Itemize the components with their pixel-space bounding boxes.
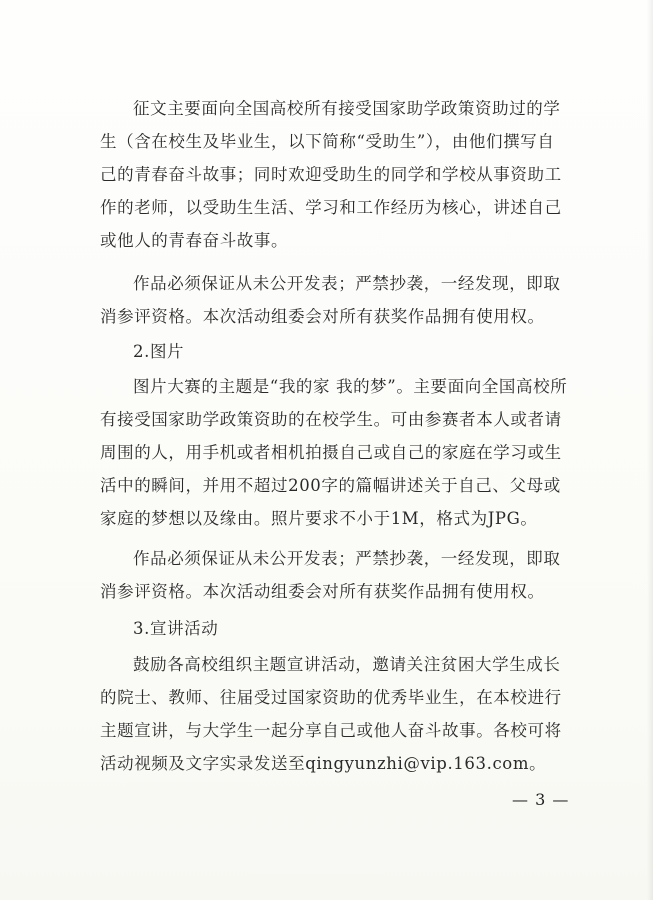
section-heading-lectures: 3.宣讲活动 <box>133 619 219 638</box>
paragraph-photo-rules: 作品必须保证从未公开发表；严禁抄袭，一经发现，即取消参评资格。本次活动组委会对所有获奖作品拥有使用权。 <box>100 549 561 601</box>
page-number: — 3 — <box>512 790 570 809</box>
paragraph-essay-description: 征文主要面向全国高校所有接受国家助学政策资助过的学生（含在校生及毕业生，以下简称“受助生”），由他们撰写自己的青春奋斗故事；同时欢迎受助生的同学和学校从事资助工作的老师，以受助生生活、学习和工作经历为核心，讲述自己或他人的青春奋斗故事。 <box>100 99 562 250</box>
paragraph-photo-description: 图片大赛的主题是“我的家 我的梦”。主要面向全国高校所有接受国家助学政策资助的在校学生。可由参赛者本人或者请周围的人，用手机或者相机拍摄自己或自己的家庭在学习或生活中的瞬间，并用不超过200字的篇幅讲述关于自己、父母或家庭的梦想以及缘由。照片要求不小于1M，格式为JPG。 <box>100 377 568 528</box>
paper-edge-shadow <box>647 0 653 900</box>
paragraph-essay-rules: 作品必须保证从未公开发表；严禁抄袭，一经发现，即取消参评资格。本次活动组委会对所有获奖作品拥有使用权。 <box>100 274 561 326</box>
section-heading-photos: 2.图片 <box>133 342 185 361</box>
paragraph-lecture-description: 鼓励各高校组织主题宣讲活动，邀请关注贫困大学生成长的院士、教师、往届受过国家资助的优秀毕业生，在本校进行主题宣讲，与大学生一起分享自己或他人奋斗故事。各校可将活动视频及文字实录发送至qingyunzhi@vip.163.com。 <box>100 655 562 773</box>
